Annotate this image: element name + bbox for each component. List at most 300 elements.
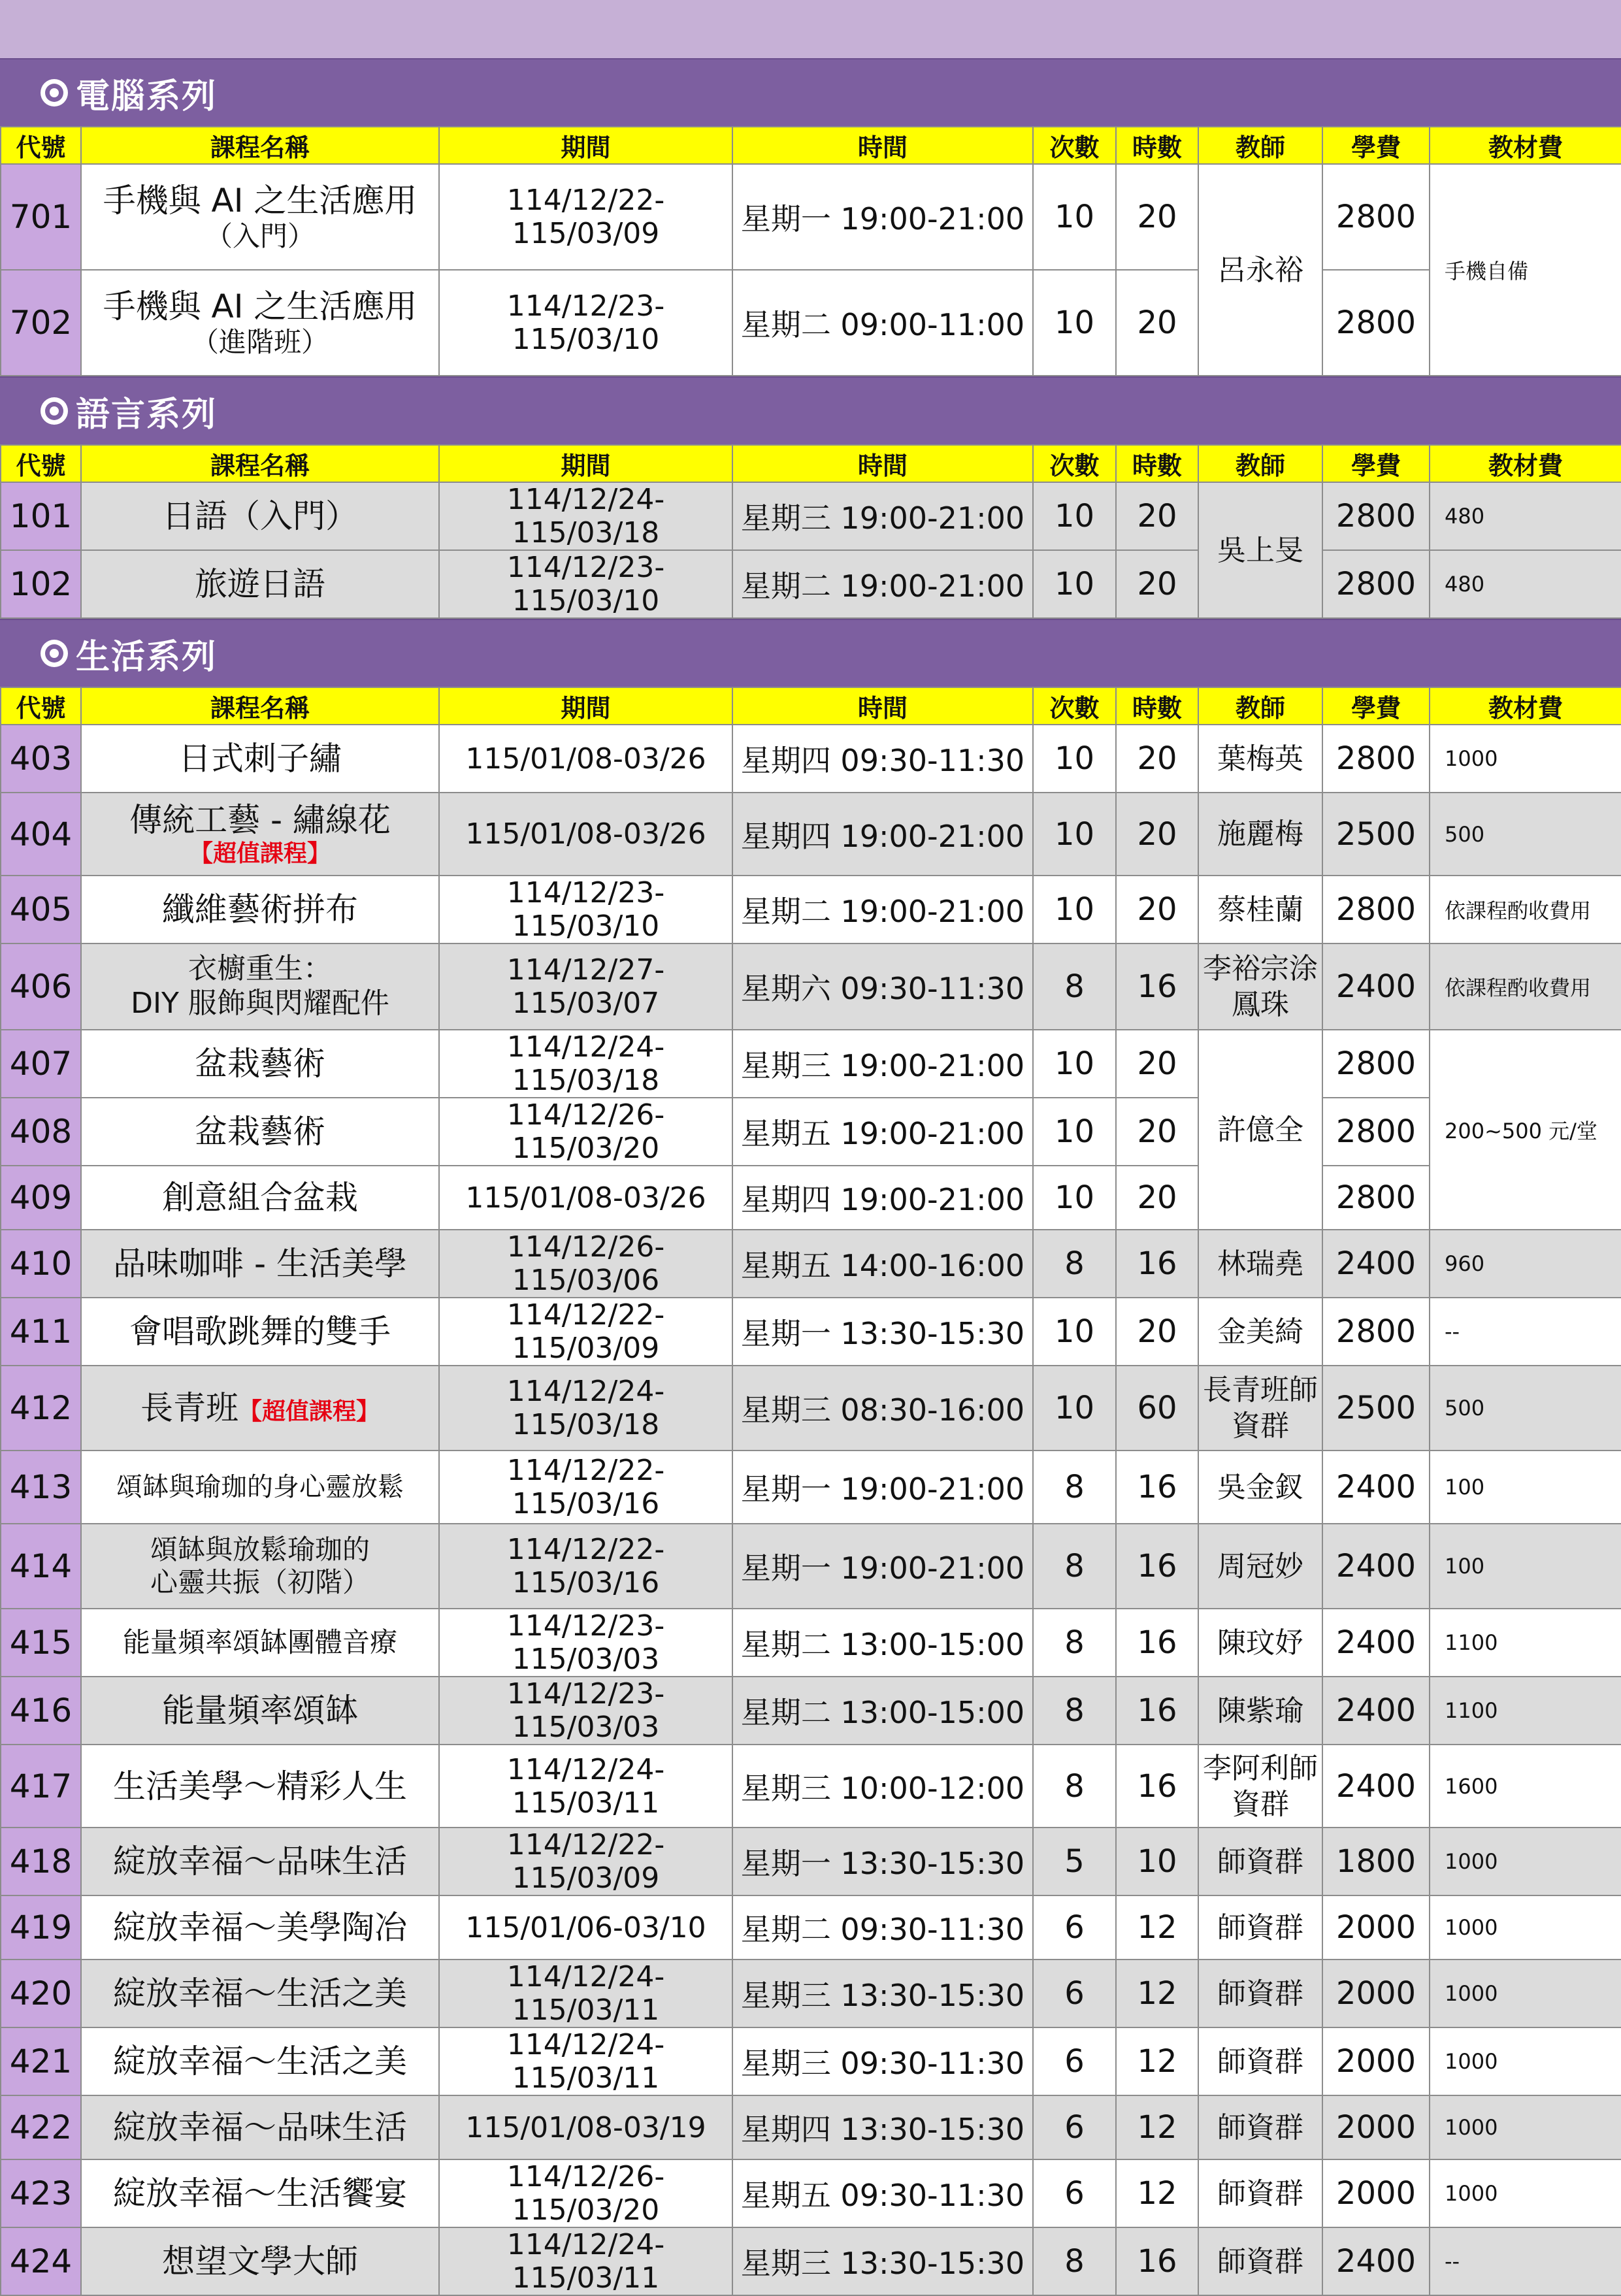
course-period: 115/01/06-03/10 — [439, 1895, 732, 1960]
course-name: 能量頻率頌缽團體音療 — [81, 1609, 439, 1677]
course-name: 盆栽藝術 — [81, 1030, 439, 1098]
course-name: 綻放幸福～品味生活 — [81, 2095, 439, 2159]
course-period: 114/12/24-115/03/11 — [439, 2227, 732, 2295]
course-time: 星期二 09:00-11:00 — [732, 270, 1033, 376]
course-period: 114/12/26-115/03/06 — [439, 1230, 732, 1298]
teacher-line1: 李裕宗 — [1203, 952, 1289, 985]
course-code: 420 — [1, 1960, 81, 2027]
course-tuition: 2400 — [1322, 1524, 1430, 1609]
course-name: 創意組合盆栽 — [81, 1166, 439, 1230]
table-row — [1, 943, 1621, 1030]
course-tuition: 2000 — [1322, 1895, 1430, 1960]
course-sessions: 8 — [1033, 1609, 1116, 1677]
course-period: 114/12/23-115/03/10 — [439, 270, 732, 376]
course-time: 星期四 13:30-15:30 — [732, 2095, 1033, 2159]
course-period: 114/12/24-115/03/18 — [439, 482, 732, 550]
course-name-line1: 頌缽與放鬆瑜珈的 — [150, 1533, 370, 1566]
course-table-computer — [0, 126, 1621, 376]
course-hours: 10 — [1116, 1828, 1198, 1895]
course-code: 408 — [1, 1098, 81, 1166]
course-material: 依課程酌收費用 — [1430, 943, 1621, 1030]
table-row — [1, 1098, 1621, 1166]
course-sessions: 6 — [1033, 2027, 1116, 2095]
course-code: 411 — [1, 1298, 81, 1366]
course-tuition: 2800 — [1322, 1298, 1430, 1366]
teacher-line1: 長青班 — [1203, 1373, 1289, 1407]
course-code: 403 — [1, 725, 81, 793]
table-row — [1, 1030, 1621, 1098]
course-tuition: 2800 — [1322, 1166, 1430, 1230]
course-time: 星期二 19:00-21:00 — [732, 550, 1033, 618]
table-row — [1, 550, 1621, 618]
course-name-main: 手機與 AI 之生活應用 — [103, 181, 418, 220]
course-tuition: 2000 — [1322, 2027, 1430, 2095]
course-code: 413 — [1, 1451, 81, 1524]
course-material: 100 — [1430, 1524, 1621, 1609]
course-teacher: 陳玟妤 — [1198, 1609, 1322, 1677]
course-name: 旅遊日語 — [81, 550, 439, 618]
course-name-line2: 心靈共振（初階） — [150, 1566, 370, 1598]
course-table-life — [0, 687, 1621, 2296]
course-period: 115/01/08-03/19 — [439, 2095, 732, 2159]
course-period: 114/12/27-115/03/07 — [439, 943, 732, 1030]
course-name: 綻放幸福～生活之美 — [81, 2027, 439, 2095]
section-banner-language — [0, 376, 1621, 444]
course-tuition: 2800 — [1322, 876, 1430, 943]
course-hours: 16 — [1116, 1230, 1198, 1298]
course-hours: 20 — [1116, 1030, 1198, 1098]
table-row — [1, 1366, 1621, 1451]
course-material: 480 — [1430, 550, 1621, 618]
course-code: 410 — [1, 1230, 81, 1298]
course-hours: 20 — [1116, 550, 1198, 618]
course-sessions: 8 — [1033, 1677, 1116, 1745]
teacher-line1: 李阿利 — [1203, 1751, 1289, 1785]
table-row — [1, 1166, 1621, 1230]
course-period: 114/12/23-115/03/03 — [439, 1677, 732, 1745]
course-period: 114/12/23-115/03/10 — [439, 876, 732, 943]
table-row — [1, 2095, 1621, 2159]
course-sessions: 8 — [1033, 2227, 1116, 2295]
course-teacher: 師資群 — [1198, 1828, 1322, 1895]
course-sessions: 6 — [1033, 2159, 1116, 2227]
course-name: 會唱歌跳舞的雙手 — [81, 1298, 439, 1366]
course-time: 星期三 19:00-21:00 — [732, 1030, 1033, 1098]
course-period: 114/12/23-115/03/03 — [439, 1609, 732, 1677]
table-row — [1, 1960, 1621, 2027]
course-tuition: 2000 — [1322, 1960, 1430, 2027]
table-row — [1, 1677, 1621, 1745]
course-teacher: 施麗梅 — [1198, 793, 1322, 876]
course-hours: 16 — [1116, 1677, 1198, 1745]
course-time: 星期三 19:00-21:00 — [732, 482, 1033, 550]
course-period: 115/01/08-03/26 — [439, 793, 732, 876]
course-teacher: 周冠妙 — [1198, 1524, 1322, 1609]
course-name-sub: （進階班） — [191, 325, 329, 358]
course-sessions: 10 — [1033, 1098, 1116, 1166]
course-tuition: 2400 — [1322, 1677, 1430, 1745]
col-hours: 時數 — [1116, 127, 1198, 164]
course-material: 1000 — [1430, 2095, 1621, 2159]
col-tuition: 學費 — [1322, 445, 1430, 482]
course-time: 星期三 10:00-12:00 — [732, 1745, 1033, 1828]
course-period: 114/12/23-115/03/10 — [439, 550, 732, 618]
section-title: 生活系列 — [76, 637, 218, 677]
course-time: 星期二 09:30-11:30 — [732, 1895, 1033, 1960]
teacher-line2: 涂鳳珠 — [1232, 952, 1318, 1021]
table-row — [1, 1895, 1621, 1960]
col-sessions: 次數 — [1033, 127, 1116, 164]
course-hours: 12 — [1116, 2095, 1198, 2159]
col-teacher: 教師 — [1198, 445, 1322, 482]
course-teacher: 師資群 — [1198, 1960, 1322, 2027]
table-row — [1, 164, 1621, 270]
course-sessions: 5 — [1033, 1828, 1116, 1895]
course-material: 1000 — [1430, 725, 1621, 793]
course-code: 418 — [1, 1828, 81, 1895]
course-hours: 16 — [1116, 943, 1198, 1030]
course-material: 手機自備 — [1430, 164, 1621, 376]
table-row — [1, 1298, 1621, 1366]
course-hours: 20 — [1116, 876, 1198, 943]
course-code: 102 — [1, 550, 81, 618]
course-name: 纖維藝術拼布 — [81, 876, 439, 943]
course-sessions: 8 — [1033, 943, 1116, 1030]
course-hours: 20 — [1116, 1166, 1198, 1230]
course-material: 480 — [1430, 482, 1621, 550]
course-sessions: 6 — [1033, 2095, 1116, 2159]
col-name: 課程名稱 — [81, 687, 439, 725]
course-name-main: 長青班 — [140, 1389, 238, 1427]
course-tuition: 2400 — [1322, 1451, 1430, 1524]
course-sessions: 10 — [1033, 164, 1116, 270]
table-row — [1, 1524, 1621, 1609]
teacher-line2: 師資群 — [1232, 1751, 1318, 1821]
table-row — [1, 2159, 1621, 2227]
course-hours: 20 — [1116, 793, 1198, 876]
course-code: 404 — [1, 793, 81, 876]
course-period: 114/12/24-115/03/18 — [439, 1366, 732, 1451]
teacher-line2: 師資群 — [1232, 1373, 1318, 1443]
course-period: 114/12/26-115/03/20 — [439, 1098, 732, 1166]
col-tuition: 學費 — [1322, 687, 1430, 725]
course-sessions: 10 — [1033, 482, 1116, 550]
course-schedule — [0, 58, 1621, 2296]
course-time: 星期四 19:00-21:00 — [732, 793, 1033, 876]
course-time: 星期一 19:00-21:00 — [732, 164, 1033, 270]
col-name: 課程名稱 — [81, 445, 439, 482]
course-tuition: 2500 — [1322, 793, 1430, 876]
course-time: 星期五 14:00-16:00 — [732, 1230, 1033, 1298]
course-sessions: 10 — [1033, 876, 1116, 943]
table-row — [1, 2227, 1621, 2295]
course-period: 114/12/22-115/03/09 — [439, 164, 732, 270]
table-row — [1, 1828, 1621, 1895]
course-material: 1000 — [1430, 2159, 1621, 2227]
course-hours: 16 — [1116, 1609, 1198, 1677]
section-banner-computer — [0, 58, 1621, 126]
course-tuition: 2400 — [1322, 1609, 1430, 1677]
course-hours: 20 — [1116, 270, 1198, 376]
table-row — [1, 1745, 1621, 1828]
course-material: 1000 — [1430, 2027, 1621, 2095]
course-hours: 60 — [1116, 1366, 1198, 1451]
course-tuition: 2800 — [1322, 482, 1430, 550]
course-sessions: 10 — [1033, 1030, 1116, 1098]
course-period: 115/01/08-03/26 — [439, 1166, 732, 1230]
course-period: 114/12/22-115/03/09 — [439, 1828, 732, 1895]
col-period: 期間 — [439, 445, 732, 482]
course-time: 星期三 13:30-15:30 — [732, 1960, 1033, 2027]
course-teacher: 師資群 — [1198, 2159, 1322, 2227]
course-time: 星期一 19:00-21:00 — [732, 1524, 1033, 1609]
table-row — [1, 482, 1621, 550]
course-tuition: 2000 — [1322, 2159, 1430, 2227]
table-row — [1, 1451, 1621, 1524]
course-code: 409 — [1, 1166, 81, 1230]
course-period: 114/12/22-115/03/16 — [439, 1524, 732, 1609]
col-period: 期間 — [439, 127, 732, 164]
course-name: 綻放幸福～生活饗宴 — [81, 2159, 439, 2227]
course-sessions: 10 — [1033, 1366, 1116, 1451]
col-time: 時間 — [732, 127, 1033, 164]
course-name: 品味咖啡 - 生活美學 — [81, 1230, 439, 1298]
course-hours: 12 — [1116, 1960, 1198, 2027]
col-sessions: 次數 — [1033, 687, 1116, 725]
col-code: 代號 — [1, 687, 81, 725]
course-name — [81, 943, 439, 1030]
course-time: 星期一 13:30-15:30 — [732, 1828, 1033, 1895]
course-time: 星期五 19:00-21:00 — [732, 1098, 1033, 1166]
course-material: 1100 — [1430, 1609, 1621, 1677]
course-teacher: 金美綺 — [1198, 1298, 1322, 1366]
course-teacher: 陳紫瑜 — [1198, 1677, 1322, 1745]
course-tuition: 2800 — [1322, 1098, 1430, 1166]
course-sessions: 8 — [1033, 1745, 1116, 1828]
course-hours: 20 — [1116, 1098, 1198, 1166]
course-hours: 16 — [1116, 1524, 1198, 1609]
col-time: 時間 — [732, 687, 1033, 725]
course-name: 綻放幸福～生活之美 — [81, 1960, 439, 2027]
course-hours: 20 — [1116, 1298, 1198, 1366]
course-sessions: 10 — [1033, 1298, 1116, 1366]
course-period: 114/12/24-115/03/11 — [439, 2027, 732, 2095]
col-teacher: 教師 — [1198, 687, 1322, 725]
course-sessions: 10 — [1033, 550, 1116, 618]
course-name: 能量頻率頌缽 — [81, 1677, 439, 1745]
course-material: 960 — [1430, 1230, 1621, 1298]
course-name-main: 手機與 AI 之生活應用 — [103, 287, 418, 325]
course-table-language — [0, 444, 1621, 619]
course-code: 414 — [1, 1524, 81, 1609]
target-icon — [41, 397, 68, 425]
course-code: 701 — [1, 164, 81, 270]
course-teacher — [1198, 943, 1322, 1030]
course-sessions: 10 — [1033, 1166, 1116, 1230]
course-sessions: 10 — [1033, 793, 1116, 876]
course-code: 412 — [1, 1366, 81, 1451]
col-teacher: 教師 — [1198, 127, 1322, 164]
table-row — [1, 876, 1621, 943]
course-sessions: 10 — [1033, 725, 1116, 793]
course-name: 綻放幸福～品味生活 — [81, 1828, 439, 1895]
col-hours: 時數 — [1116, 445, 1198, 482]
course-material: 1000 — [1430, 1895, 1621, 1960]
course-hours: 16 — [1116, 1745, 1198, 1828]
col-hours: 時數 — [1116, 687, 1198, 725]
course-hours: 20 — [1116, 164, 1198, 270]
course-period: 114/12/26-115/03/20 — [439, 2159, 732, 2227]
course-sessions: 8 — [1033, 1524, 1116, 1609]
course-name: 想望文學大師 — [81, 2227, 439, 2295]
course-code: 416 — [1, 1677, 81, 1745]
course-material: 500 — [1430, 793, 1621, 876]
course-sessions: 8 — [1033, 1451, 1116, 1524]
course-material: 100 — [1430, 1451, 1621, 1524]
course-period: 114/12/22-115/03/16 — [439, 1451, 732, 1524]
table-row — [1, 1230, 1621, 1298]
course-code: 407 — [1, 1030, 81, 1098]
course-time: 星期一 19:00-21:00 — [732, 1451, 1033, 1524]
course-tuition: 2500 — [1322, 1366, 1430, 1451]
course-teacher: 師資群 — [1198, 2027, 1322, 2095]
course-code: 422 — [1, 2095, 81, 2159]
target-icon — [41, 640, 68, 667]
course-name: 綻放幸福～美學陶冶 — [81, 1895, 439, 1960]
course-teacher: 師資群 — [1198, 2227, 1322, 2295]
course-code: 405 — [1, 876, 81, 943]
table-header — [1, 687, 1621, 725]
course-material: 1000 — [1430, 1828, 1621, 1895]
course-code: 417 — [1, 1745, 81, 1828]
course-code: 101 — [1, 482, 81, 550]
target-icon — [41, 79, 68, 107]
course-hours: 16 — [1116, 1451, 1198, 1524]
course-code: 424 — [1, 2227, 81, 2295]
section-title: 電腦系列 — [76, 76, 218, 116]
course-teacher: 師資群 — [1198, 2095, 1322, 2159]
course-code: 423 — [1, 2159, 81, 2227]
course-material: 1600 — [1430, 1745, 1621, 1828]
col-sessions: 次數 — [1033, 445, 1116, 482]
col-material: 教材費 — [1430, 687, 1621, 725]
course-time: 星期一 13:30-15:30 — [732, 1298, 1033, 1366]
table-row — [1, 1609, 1621, 1677]
course-hours: 20 — [1116, 725, 1198, 793]
course-material: 1100 — [1430, 1677, 1621, 1745]
course-name-line2: DIY 服飾與閃耀配件 — [131, 987, 389, 1020]
course-teacher: 吳金釵 — [1198, 1451, 1322, 1524]
course-teacher: 吳上旻 — [1198, 482, 1322, 618]
course-name: 頌缽與瑜珈的身心靈放鬆 — [81, 1451, 439, 1524]
course-teacher: 呂永裕 — [1198, 164, 1322, 376]
value-course-tag: 【超值課程】 — [238, 1398, 380, 1425]
course-teacher: 林瑞堯 — [1198, 1230, 1322, 1298]
course-name — [81, 270, 439, 376]
course-name-line1: 衣櫥重生： — [188, 952, 332, 986]
course-time: 星期二 13:00-15:00 — [732, 1677, 1033, 1745]
table-row — [1, 725, 1621, 793]
course-tuition: 2800 — [1322, 270, 1430, 376]
course-hours: 12 — [1116, 2159, 1198, 2227]
table-row — [1, 270, 1621, 376]
course-name — [81, 793, 439, 876]
course-time: 星期四 19:00-21:00 — [732, 1166, 1033, 1230]
course-code: 702 — [1, 270, 81, 376]
course-material: 1000 — [1430, 1960, 1621, 2027]
course-teacher — [1198, 1745, 1322, 1828]
course-tuition: 2400 — [1322, 1745, 1430, 1828]
course-period: 115/01/08-03/26 — [439, 725, 732, 793]
col-code: 代號 — [1, 445, 81, 482]
col-material: 教材費 — [1430, 445, 1621, 482]
col-material: 教材費 — [1430, 127, 1621, 164]
course-material: 依課程酌收費用 — [1430, 876, 1621, 943]
course-time: 星期六 09:30-11:30 — [732, 943, 1033, 1030]
course-tuition: 2400 — [1322, 2227, 1430, 2295]
course-name — [81, 164, 439, 270]
course-tuition: 2400 — [1322, 943, 1430, 1030]
course-material: 200~500 元/堂 — [1430, 1030, 1621, 1230]
table-header — [1, 445, 1621, 482]
course-name: 盆栽藝術 — [81, 1098, 439, 1166]
section-title: 語言系列 — [76, 395, 218, 435]
col-code: 代號 — [1, 127, 81, 164]
col-time: 時間 — [732, 445, 1033, 482]
course-period: 114/12/24-115/03/11 — [439, 1960, 732, 2027]
course-name-main: 傳統工藝 - 繡線花 — [129, 800, 391, 839]
table-row — [1, 2027, 1621, 2095]
course-material: -- — [1430, 1298, 1621, 1366]
course-material: -- — [1430, 2227, 1621, 2295]
course-teacher: 蔡桂蘭 — [1198, 876, 1322, 943]
course-sessions: 8 — [1033, 1230, 1116, 1298]
course-name — [81, 1524, 439, 1609]
course-teacher: 葉梅英 — [1198, 725, 1322, 793]
course-tuition: 2800 — [1322, 725, 1430, 793]
course-teacher — [1198, 1366, 1322, 1451]
col-tuition: 學費 — [1322, 127, 1430, 164]
course-time: 星期三 13:30-15:30 — [732, 2227, 1033, 2295]
course-hours: 12 — [1116, 1895, 1198, 1960]
course-time: 星期四 09:30-11:30 — [732, 725, 1033, 793]
course-name: 日式刺子繡 — [81, 725, 439, 793]
course-time: 星期二 19:00-21:00 — [732, 876, 1033, 943]
course-time: 星期二 13:00-15:00 — [732, 1609, 1033, 1677]
course-sessions: 6 — [1033, 1960, 1116, 2027]
course-name: 生活美學～精彩人生 — [81, 1745, 439, 1828]
course-code: 419 — [1, 1895, 81, 1960]
course-teacher: 師資群 — [1198, 1895, 1322, 1960]
course-tuition: 2000 — [1322, 2095, 1430, 2159]
course-period: 114/12/24-115/03/11 — [439, 1745, 732, 1828]
table-row — [1, 793, 1621, 876]
course-tuition: 2400 — [1322, 1230, 1430, 1298]
course-tuition: 1800 — [1322, 1828, 1430, 1895]
course-time: 星期三 08:30-16:00 — [732, 1366, 1033, 1451]
course-time: 星期三 09:30-11:30 — [732, 2027, 1033, 2095]
course-tuition: 2800 — [1322, 1030, 1430, 1098]
course-code: 406 — [1, 943, 81, 1030]
course-hours: 12 — [1116, 2027, 1198, 2095]
course-name-sub: （入門） — [205, 220, 315, 252]
course-material: 500 — [1430, 1366, 1621, 1451]
course-code: 415 — [1, 1609, 81, 1677]
course-period: 114/12/24-115/03/18 — [439, 1030, 732, 1098]
col-name: 課程名稱 — [81, 127, 439, 164]
course-code: 421 — [1, 2027, 81, 2095]
col-period: 期間 — [439, 687, 732, 725]
